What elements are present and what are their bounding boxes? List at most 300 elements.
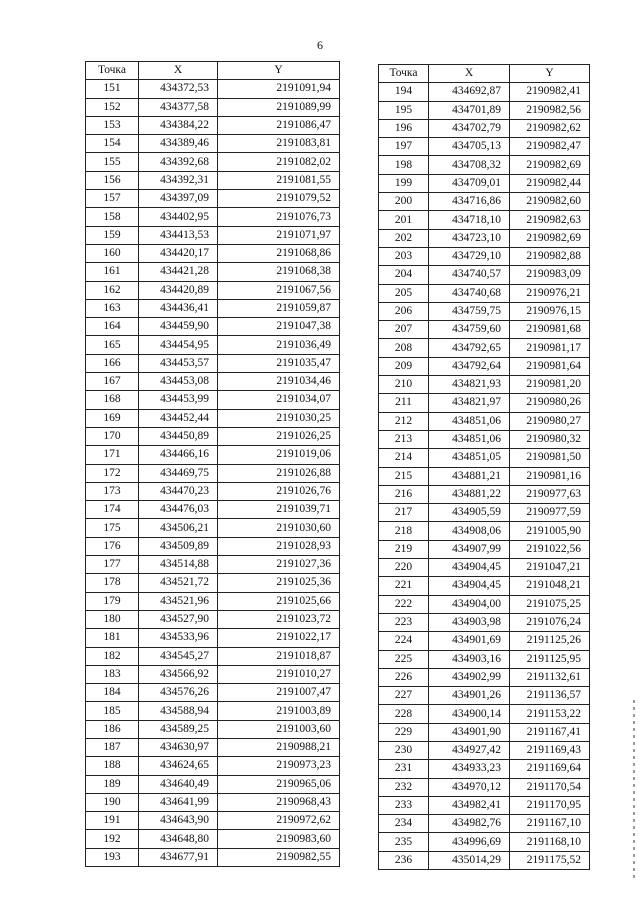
table-header-row [86,62,340,80]
point-number-cell: 217 [379,504,429,522]
point-number-cell: 220 [379,559,429,577]
point-number-cell: 185 [86,702,139,720]
x-coordinate-cell: 434996,69 [429,833,510,851]
table-row [379,394,590,412]
table-row [86,464,340,482]
x-coordinate-cell: 434902,99 [429,668,510,686]
x-coordinate-cell: 434420,89 [139,281,218,299]
x-coordinate-cell: 434716,86 [429,193,510,211]
table-row [86,720,340,738]
table-row [379,138,590,156]
point-number-cell: 157 [86,190,139,208]
y-coordinate-cell: 2191010,27 [218,665,340,683]
table-row [379,83,590,101]
table-row [86,446,340,464]
y-coordinate-cell: 2190982,44 [510,174,590,192]
point-number-cell: 209 [379,357,429,375]
x-coordinate-cell: 434450,89 [139,427,218,445]
y-coordinate-cell: 2190982,55 [218,848,340,866]
y-coordinate-cell: 2190980,32 [510,430,590,448]
point-number-cell: 230 [379,741,429,759]
y-coordinate-cell: 2190981,64 [510,357,590,375]
table-row [86,629,340,647]
y-coordinate-cell: 2190973,23 [218,757,340,775]
table-row [86,135,340,153]
y-coordinate-cell: 2191079,52 [218,190,340,208]
x-coordinate-cell: 434454,95 [139,336,218,354]
x-coordinate-cell: 434521,72 [139,574,218,592]
point-number-cell: 153 [86,116,139,134]
point-number-cell: 175 [86,519,139,537]
point-number-cell: 151 [86,80,139,98]
point-number-cell: 187 [86,738,139,756]
x-coordinate-cell: 434881,21 [429,467,510,485]
x-coordinate-cell: 434420,17 [139,244,218,262]
point-number-cell: 216 [379,485,429,503]
x-coordinate-cell: 434372,53 [139,80,218,98]
table-row [86,281,340,299]
point-number-cell: 233 [379,796,429,814]
y-coordinate-cell: 2191067,56 [218,281,340,299]
x-coordinate-cell: 434533,96 [139,629,218,647]
y-coordinate-cell: 2190982,69 [510,229,590,247]
table-row [86,190,340,208]
y-coordinate-cell: 2190982,47 [510,138,590,156]
y-coordinate-cell: 2191125,26 [510,632,590,650]
x-coordinate-cell: 434566,92 [139,665,218,683]
x-coordinate-cell: 434466,16 [139,446,218,464]
table-row [86,793,340,811]
table-row [86,482,340,500]
point-number-cell: 219 [379,540,429,558]
y-coordinate-cell: 2191083,81 [218,135,340,153]
x-coordinate-cell: 434397,09 [139,190,218,208]
y-coordinate-cell: 2190972,62 [218,812,340,830]
table-row [379,559,590,577]
table-row [379,833,590,851]
y-coordinate-cell: 2191030,60 [218,519,340,537]
y-coordinate-cell: 2190983,09 [510,266,590,284]
point-number-cell: 154 [86,135,139,153]
point-number-cell: 173 [86,482,139,500]
y-coordinate-cell: 2191023,72 [218,610,340,628]
x-coordinate-cell: 434643,90 [139,812,218,830]
table-body-left [86,80,340,867]
x-coordinate-cell: 434506,21 [139,519,218,537]
header-x: X [139,62,218,80]
y-coordinate-cell: 2191132,61 [510,668,590,686]
table-row [86,647,340,665]
table-row [379,540,590,558]
point-number-cell: 213 [379,430,429,448]
x-coordinate-cell: 434933,23 [429,760,510,778]
y-coordinate-cell: 2191035,47 [218,354,340,372]
scan-margin-mark [633,700,635,880]
table-row [379,851,590,869]
y-coordinate-cell: 2191007,47 [218,684,340,702]
table-row [86,208,340,226]
point-number-cell: 172 [86,464,139,482]
point-number-cell: 207 [379,321,429,339]
table-row [379,760,590,778]
x-coordinate-cell: 434903,16 [429,650,510,668]
y-coordinate-cell: 2191153,22 [510,705,590,723]
y-coordinate-cell: 2190981,20 [510,376,590,394]
y-coordinate-cell: 2190982,56 [510,101,590,119]
y-coordinate-cell: 2190976,21 [510,284,590,302]
y-coordinate-cell: 2191028,93 [218,537,340,555]
x-coordinate-cell: 434470,23 [139,482,218,500]
point-number-cell: 227 [379,687,429,705]
y-coordinate-cell: 2191027,36 [218,556,340,574]
point-number-cell: 165 [86,336,139,354]
table-row [379,119,590,137]
table-row [379,741,590,759]
table-row [379,339,590,357]
y-coordinate-cell: 2191168,10 [510,833,590,851]
point-number-cell: 189 [86,775,139,793]
x-coordinate-cell: 434821,97 [429,394,510,412]
x-coordinate-cell: 434927,42 [429,741,510,759]
y-coordinate-cell: 2191047,38 [218,318,340,336]
y-coordinate-cell: 2190981,16 [510,467,590,485]
x-coordinate-cell: 434903,98 [429,613,510,631]
table-row [379,266,590,284]
y-coordinate-cell: 2191169,43 [510,741,590,759]
y-coordinate-cell: 2191125,95 [510,650,590,668]
point-number-cell: 225 [379,650,429,668]
point-number-cell: 190 [86,793,139,811]
table-row [86,354,340,372]
x-coordinate-cell: 434759,60 [429,321,510,339]
y-coordinate-cell: 2191026,88 [218,464,340,482]
table-row [86,226,340,244]
table-row [379,193,590,211]
y-coordinate-cell: 2191039,71 [218,501,340,519]
y-coordinate-cell: 2190982,69 [510,156,590,174]
y-coordinate-cell: 2190976,15 [510,302,590,320]
table-row [86,665,340,683]
point-number-cell: 161 [86,263,139,281]
point-number-cell: 174 [86,501,139,519]
x-coordinate-cell: 434709,01 [429,174,510,192]
point-number-cell: 186 [86,720,139,738]
point-number-cell: 223 [379,613,429,631]
point-number-cell: 169 [86,409,139,427]
table-row [379,796,590,814]
y-coordinate-cell: 2191091,94 [218,80,340,98]
table-row [86,244,340,262]
table-row [379,650,590,668]
x-coordinate-cell: 434729,10 [429,247,510,265]
y-coordinate-cell: 2190982,62 [510,119,590,137]
table-row [379,376,590,394]
x-coordinate-cell: 434648,80 [139,830,218,848]
header-point: Точка [379,65,429,83]
y-coordinate-cell: 2190988,21 [218,738,340,756]
x-coordinate-cell: 434692,87 [429,83,510,101]
x-coordinate-cell: 434821,93 [429,376,510,394]
x-coordinate-cell: 434851,06 [429,412,510,430]
table-row [86,391,340,409]
y-coordinate-cell: 2191075,25 [510,595,590,613]
header-y: Y [510,65,590,83]
y-coordinate-cell: 2191089,99 [218,98,340,116]
y-coordinate-cell: 2191081,55 [218,171,340,189]
y-coordinate-cell: 2191167,41 [510,723,590,741]
point-number-cell: 182 [86,647,139,665]
table-row [379,174,590,192]
point-number-cell: 184 [86,684,139,702]
point-number-cell: 206 [379,302,429,320]
y-coordinate-cell: 2191026,76 [218,482,340,500]
point-number-cell: 226 [379,668,429,686]
x-coordinate-cell: 434436,41 [139,299,218,317]
x-coordinate-cell: 434421,28 [139,263,218,281]
y-coordinate-cell: 2191082,02 [218,153,340,171]
y-coordinate-cell: 2190982,60 [510,193,590,211]
x-coordinate-cell: 434851,05 [429,449,510,467]
point-number-cell: 215 [379,467,429,485]
y-coordinate-cell: 2191170,54 [510,778,590,796]
table-row [379,412,590,430]
point-number-cell: 170 [86,427,139,445]
x-coordinate-cell: 434589,25 [139,720,218,738]
point-number-cell: 205 [379,284,429,302]
x-coordinate-cell: 434908,06 [429,522,510,540]
point-number-cell: 234 [379,815,429,833]
point-number-cell: 179 [86,592,139,610]
x-coordinate-cell: 434459,90 [139,318,218,336]
table-row [86,299,340,317]
table-row [86,537,340,555]
table-row [86,80,340,98]
table-row [379,778,590,796]
table-row [379,504,590,522]
point-number-cell: 160 [86,244,139,262]
y-coordinate-cell: 2190977,63 [510,485,590,503]
y-coordinate-cell: 2191003,60 [218,720,340,738]
y-coordinate-cell: 2191025,66 [218,592,340,610]
table-row [86,556,340,574]
table-row [86,98,340,116]
x-coordinate-cell: 434630,97 [139,738,218,756]
table-row [379,467,590,485]
table-row [86,848,340,866]
header-y: Y [218,62,340,80]
table-row [379,357,590,375]
x-coordinate-cell: 434641,99 [139,793,218,811]
y-coordinate-cell: 2190982,88 [510,247,590,265]
point-number-cell: 221 [379,577,429,595]
x-coordinate-cell: 434904,45 [429,577,510,595]
table-row [379,815,590,833]
table-body-right [379,83,590,870]
table-row [86,409,340,427]
x-coordinate-cell: 434392,31 [139,171,218,189]
table-row [379,321,590,339]
x-coordinate-cell: 434509,89 [139,537,218,555]
table-row [379,284,590,302]
point-number-cell: 198 [379,156,429,174]
x-coordinate-cell: 434701,89 [429,101,510,119]
table-row [86,812,340,830]
y-coordinate-cell: 2190983,60 [218,830,340,848]
table-row [86,519,340,537]
table-row [379,449,590,467]
point-number-cell: 193 [86,848,139,866]
point-number-cell: 218 [379,522,429,540]
table-row [379,156,590,174]
x-coordinate-cell: 434377,58 [139,98,218,116]
y-coordinate-cell: 2190968,43 [218,793,340,811]
table-row [86,702,340,720]
point-number-cell: 232 [379,778,429,796]
point-number-cell: 155 [86,153,139,171]
y-coordinate-cell: 2191068,38 [218,263,340,281]
point-number-cell: 235 [379,833,429,851]
x-coordinate-cell: 434718,10 [429,211,510,229]
x-coordinate-cell: 435014,29 [429,851,510,869]
y-coordinate-cell: 2190977,59 [510,504,590,522]
x-coordinate-cell: 434521,96 [139,592,218,610]
point-number-cell: 199 [379,174,429,192]
table-row [86,373,340,391]
x-coordinate-cell: 434576,26 [139,684,218,702]
x-coordinate-cell: 434740,68 [429,284,510,302]
table-row [86,263,340,281]
table-row [379,430,590,448]
y-coordinate-cell: 2190982,41 [510,83,590,101]
table-row [379,577,590,595]
x-coordinate-cell: 434453,57 [139,354,218,372]
x-coordinate-cell: 434881,22 [429,485,510,503]
table-row [86,427,340,445]
point-number-cell: 194 [379,83,429,101]
y-coordinate-cell: 2191026,25 [218,427,340,445]
point-number-cell: 167 [86,373,139,391]
point-number-cell: 210 [379,376,429,394]
y-coordinate-cell: 2191068,86 [218,244,340,262]
x-coordinate-cell: 434759,75 [429,302,510,320]
x-coordinate-cell: 434901,26 [429,687,510,705]
table-row [86,574,340,592]
x-coordinate-cell: 434901,69 [429,632,510,650]
x-coordinate-cell: 434413,53 [139,226,218,244]
point-number-cell: 222 [379,595,429,613]
x-coordinate-cell: 434624,65 [139,757,218,775]
point-number-cell: 195 [379,101,429,119]
point-number-cell: 204 [379,266,429,284]
table-row [86,116,340,134]
point-number-cell: 183 [86,665,139,683]
y-coordinate-cell: 2191030,25 [218,409,340,427]
table-row [379,632,590,650]
point-number-cell: 181 [86,629,139,647]
point-number-cell: 197 [379,138,429,156]
x-coordinate-cell: 434792,64 [429,357,510,375]
point-number-cell: 156 [86,171,139,189]
point-number-cell: 188 [86,757,139,775]
y-coordinate-cell: 2191034,07 [218,391,340,409]
x-coordinate-cell: 434389,46 [139,135,218,153]
point-number-cell: 192 [86,830,139,848]
x-coordinate-cell: 434453,08 [139,373,218,391]
x-coordinate-cell: 434708,32 [429,156,510,174]
x-coordinate-cell: 434453,99 [139,391,218,409]
point-number-cell: 228 [379,705,429,723]
y-coordinate-cell: 2190982,63 [510,211,590,229]
point-number-cell: 200 [379,193,429,211]
table-row [379,595,590,613]
header-point: Точка [86,62,139,80]
table-row [86,501,340,519]
x-coordinate-cell: 434677,91 [139,848,218,866]
point-number-cell: 163 [86,299,139,317]
y-coordinate-cell: 2191167,10 [510,815,590,833]
table-header-row [379,65,590,83]
x-coordinate-cell: 434514,88 [139,556,218,574]
page-number: 6 [317,38,323,52]
table-row [379,229,590,247]
table-row [86,757,340,775]
x-coordinate-cell: 434901,90 [429,723,510,741]
point-number-cell: 231 [379,760,429,778]
point-number-cell: 159 [86,226,139,244]
y-coordinate-cell: 2191071,97 [218,226,340,244]
point-number-cell: 208 [379,339,429,357]
y-coordinate-cell: 2191003,89 [218,702,340,720]
table-row [86,684,340,702]
point-number-cell: 176 [86,537,139,555]
y-coordinate-cell: 2191076,73 [218,208,340,226]
table-row [86,775,340,793]
point-number-cell: 152 [86,98,139,116]
point-number-cell: 191 [86,812,139,830]
table-row [379,705,590,723]
point-number-cell: 162 [86,281,139,299]
point-number-cell: 229 [379,723,429,741]
point-number-cell: 214 [379,449,429,467]
x-coordinate-cell: 434970,12 [429,778,510,796]
y-coordinate-cell: 2190981,17 [510,339,590,357]
point-number-cell: 196 [379,119,429,137]
x-coordinate-cell: 434452,44 [139,409,218,427]
x-coordinate-cell: 434588,94 [139,702,218,720]
x-coordinate-cell: 434640,49 [139,775,218,793]
table-row [379,522,590,540]
y-coordinate-cell: 2191034,46 [218,373,340,391]
x-coordinate-cell: 434900,14 [429,705,510,723]
x-coordinate-cell: 434982,41 [429,796,510,814]
table-row [86,592,340,610]
table-row [86,153,340,171]
y-coordinate-cell: 2191022,17 [218,629,340,647]
x-coordinate-cell: 434907,99 [429,540,510,558]
y-coordinate-cell: 2190980,26 [510,394,590,412]
y-coordinate-cell: 2190981,68 [510,321,590,339]
coordinates-table-right [378,64,590,870]
point-number-cell: 177 [86,556,139,574]
table-row [379,101,590,119]
x-coordinate-cell: 434527,90 [139,610,218,628]
x-coordinate-cell: 434851,06 [429,430,510,448]
point-number-cell: 178 [86,574,139,592]
y-coordinate-cell: 2191076,24 [510,613,590,631]
table-row [86,336,340,354]
y-coordinate-cell: 2191047,21 [510,559,590,577]
point-number-cell: 202 [379,229,429,247]
